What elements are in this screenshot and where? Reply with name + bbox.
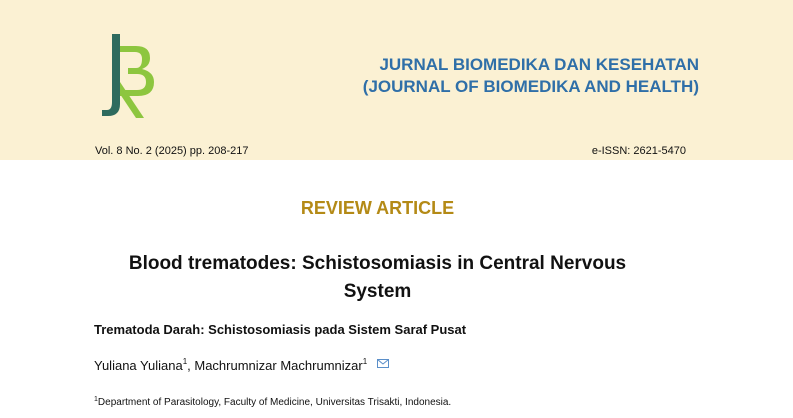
volume-info: Vol. 8 No. 2 (2025) pp. 208-217 xyxy=(95,145,249,157)
article-title: Blood trematodes: Schistosomiasis in Central Nervous System xyxy=(128,253,627,302)
article-subtitle: Trematoda Darah: Schistosomiasis pada Sistem Saraf Pusat xyxy=(94,322,467,337)
author-name[interactable]: Yuliana Yuliana xyxy=(94,358,183,373)
author-affiliation-mark: 1 xyxy=(362,357,368,366)
journal-name: JURNAL BIOMEDIKA DAN KESEHATAN xyxy=(379,55,699,74)
affiliation xyxy=(94,396,451,408)
article-type: REVIEW ARTICLE xyxy=(300,198,455,218)
journal-header-banner xyxy=(0,0,793,160)
journal-logo xyxy=(96,26,166,121)
journal-title xyxy=(363,54,699,98)
envelope-icon[interactable] xyxy=(377,359,389,368)
author-affiliation-mark: 1 xyxy=(182,357,188,366)
affiliation-text: Department of Parasitology, Faculty of Medicine, Universitas Trisakti, Indonesia. xyxy=(97,397,452,408)
author-name[interactable]: Machrumnizar Machrumnizar xyxy=(194,358,363,373)
author-separator: , xyxy=(187,358,195,373)
journal-name-english: (JOURNAL OF BIOMEDIKA AND HEALTH) xyxy=(362,77,699,96)
issn: e-ISSN: 2621-5470 xyxy=(591,145,686,157)
affiliation-mark: 1 xyxy=(94,396,98,403)
author-list xyxy=(94,357,389,373)
